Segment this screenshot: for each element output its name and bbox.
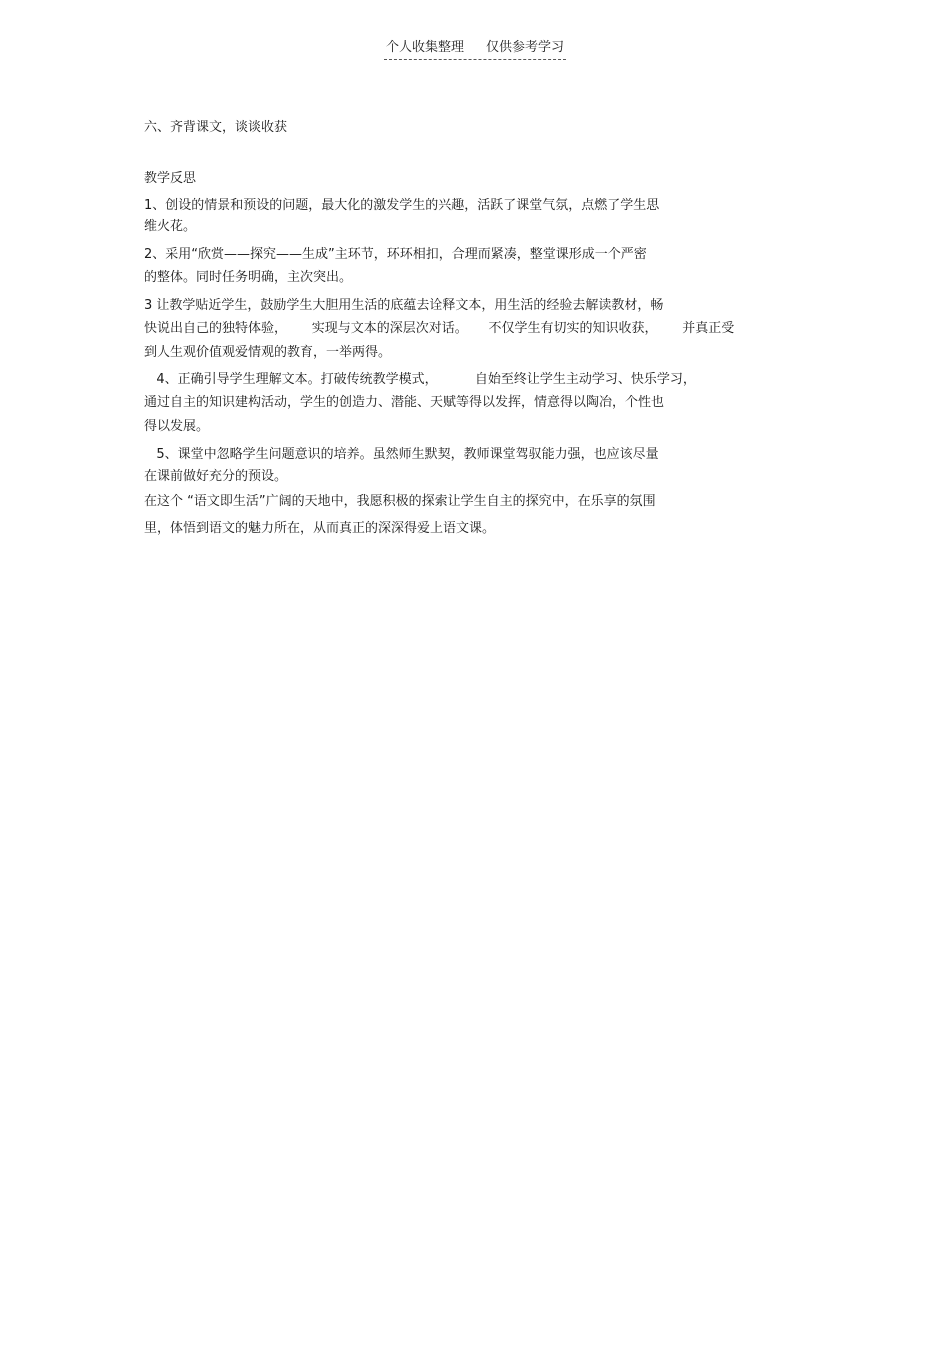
paragraph-line: 2、采用“欣赏——探究——生成”主环节，环环相扣，合理而紧凑，整堂课形成一个严密	[144, 247, 647, 262]
paragraph-line: 3 让教学贴近学生，鼓励学生大胆用生活的底蕴去诠释文本，用生活的经验去解读教材，畅	[144, 298, 664, 313]
paragraph-line: 通过自主的知识建构活动，学生的创造力、潜能、天赋等得以发挥，情意得以陶冶，个性也	[144, 395, 665, 410]
paragraph-line: 在课前做好充分的预设。	[144, 469, 288, 484]
paragraph-line: 里，体悟到语文的魅力所在，从而真正的深深得爱上语文课。	[144, 521, 496, 536]
header-left-text: 个人收集整理	[385, 40, 464, 55]
paragraph-line: 5、课堂中忽略学生问题意识的培养。虽然师生默契，教师课堂驾驭能力强，也应该尽量	[144, 447, 659, 462]
header-right-text: 仅供参考学习	[486, 40, 565, 55]
reflection-title: 教学反思	[144, 171, 197, 186]
paragraph-line: 的整体。同时任务明确，主次突出。	[144, 270, 353, 285]
paragraph-line: 维火花。	[144, 219, 197, 234]
paragraph-line: 1、创设的情景和预设的问题，最大化的激发学生的兴趣，活跃了课堂气氛，点燃了学生思	[144, 198, 660, 213]
paragraph-line: 4、正确引导学生理解文本。打破传统教学模式， 自始至终让学生主动学习、快乐学习，	[144, 372, 696, 387]
section-heading: 六、齐背课文，谈谈收获	[144, 120, 288, 135]
paragraph-line: 在这个 “语文即生活”广阔的天地中，我愿积极的探索让学生自主的探究中，在乐享的氛围	[144, 494, 656, 509]
paragraph-line: 到人生观价值观爱情观的教育，一举两得。	[144, 345, 392, 360]
paragraph-line: 得以发展。	[144, 419, 210, 434]
paragraph-line: 快说出自己的独特体验， 实现与文本的深层次对话。 不仅学生有切实的知识收获， 并真正受	[144, 321, 735, 336]
